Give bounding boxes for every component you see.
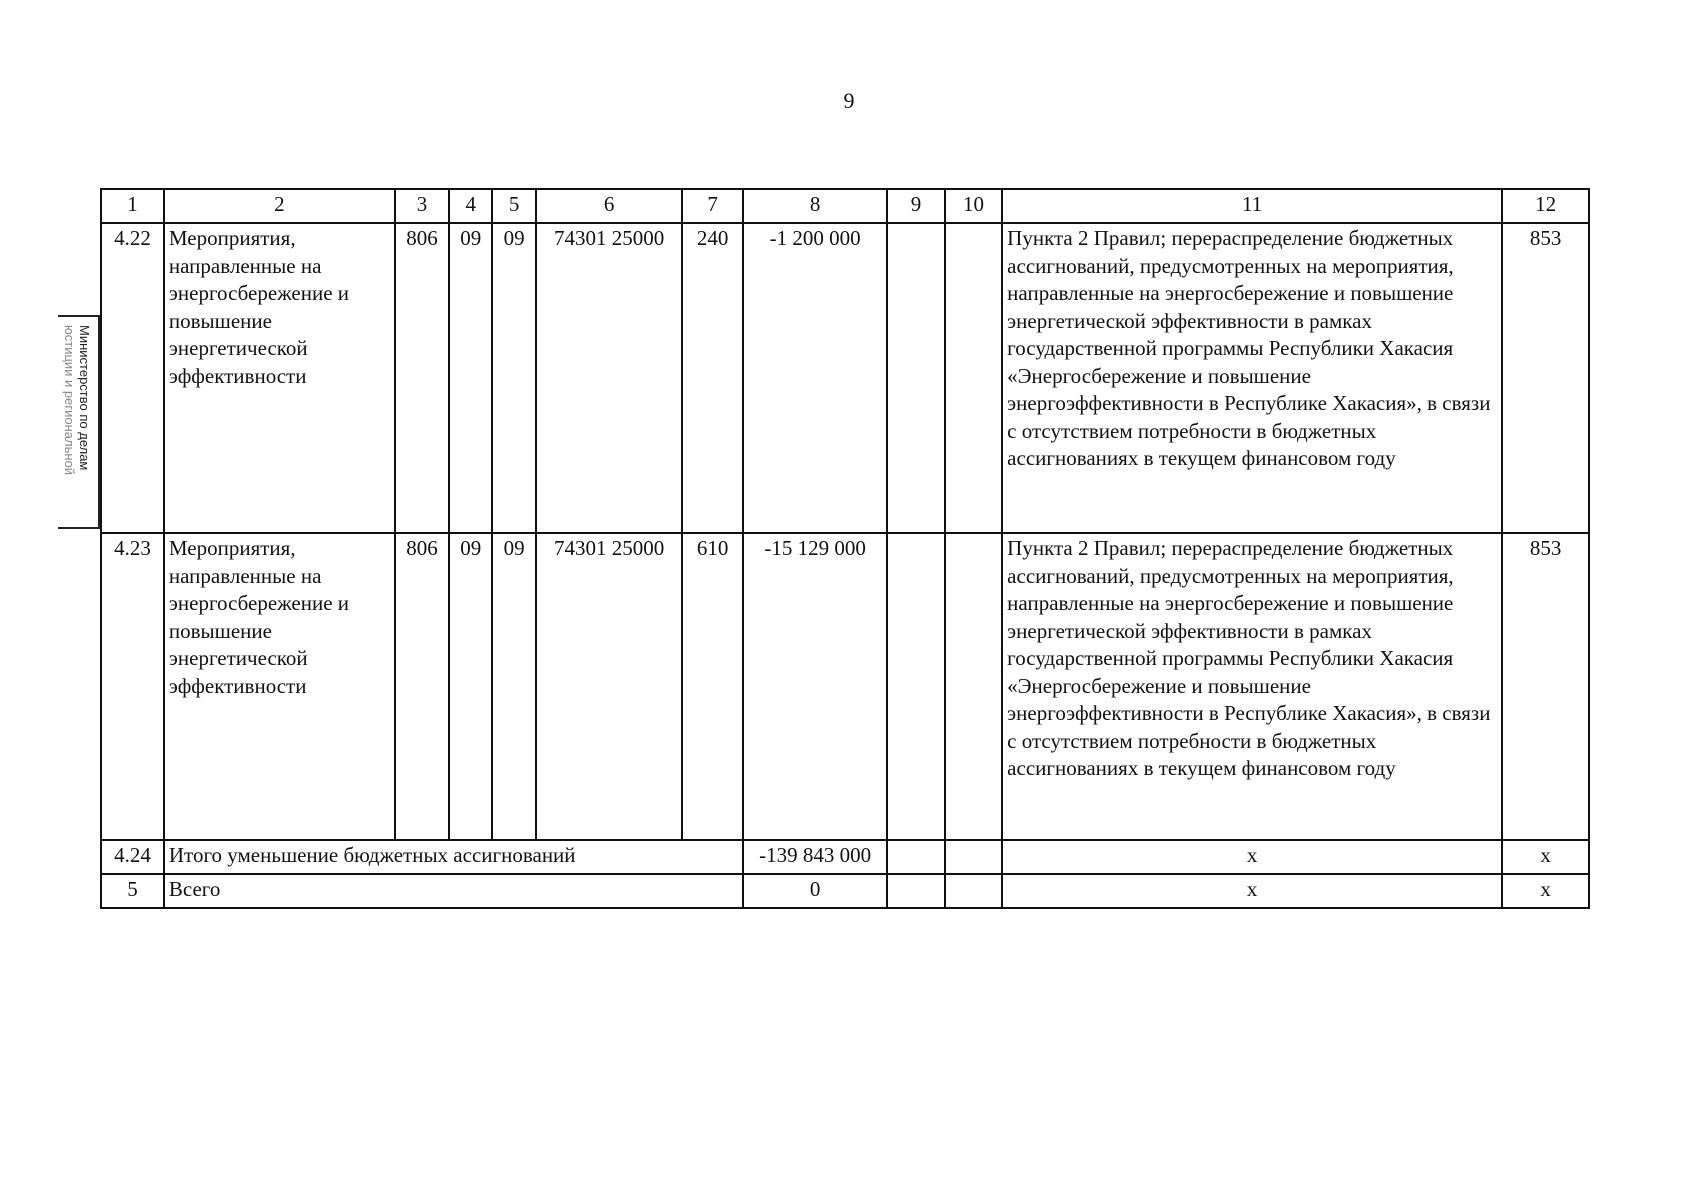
stamp-text <box>62 325 92 519</box>
cell-col7: 240 <box>682 223 743 533</box>
header-cell: 12 <box>1502 189 1589 223</box>
cell-col10 <box>945 533 1002 840</box>
cell-col9 <box>887 223 944 533</box>
budget-table <box>100 188 1590 909</box>
header-cell: 10 <box>945 189 1002 223</box>
header-cell: 8 <box>743 189 887 223</box>
header-cell: 7 <box>682 189 743 223</box>
cell-col9 <box>887 533 944 840</box>
cell-amount: -15 129 000 <box>743 533 887 840</box>
cell-col6: 74301 25000 <box>536 223 682 533</box>
cell-col9 <box>887 874 944 908</box>
summary-label: Всего <box>164 874 743 908</box>
cell-col3: 806 <box>395 223 449 533</box>
header-cell: 2 <box>164 189 395 223</box>
cell-col10 <box>945 874 1002 908</box>
cell-basis: х <box>1002 840 1502 874</box>
stamp-line-1: Министерство по делам <box>77 325 92 471</box>
cell-col4: 09 <box>449 533 492 840</box>
header-cell: 3 <box>395 189 449 223</box>
table-header-row <box>101 189 1589 223</box>
cell-amount: 0 <box>743 874 887 908</box>
table-row <box>101 533 1589 840</box>
cell-col4: 09 <box>449 223 492 533</box>
cell-col6: 74301 25000 <box>536 533 682 840</box>
page-number: 9 <box>843 88 855 113</box>
cell-col12: 853 <box>1502 533 1589 840</box>
row-number: 4.24 <box>101 840 164 874</box>
table-total-row <box>101 874 1589 908</box>
cell-col10 <box>945 840 1002 874</box>
row-name: Мероприятия, направленные на энергосбережение и повышение энергетической эффективности <box>164 533 395 840</box>
cell-col5: 09 <box>492 223 535 533</box>
row-number: 4.23 <box>101 533 164 840</box>
registration-stamp <box>58 315 100 529</box>
summary-label: Итого уменьшение бюджетных ассигнований <box>164 840 743 874</box>
cell-amount: -139 843 000 <box>743 840 887 874</box>
cell-amount: -1 200 000 <box>743 223 887 533</box>
cell-col12: 853 <box>1502 223 1589 533</box>
header-cell: 6 <box>536 189 682 223</box>
header-cell: 9 <box>887 189 944 223</box>
cell-col9 <box>887 840 944 874</box>
cell-col5: 09 <box>492 533 535 840</box>
row-number: 4.22 <box>101 223 164 533</box>
cell-basis: Пункта 2 Правил; перераспределение бюджетных ассигнований, предусмотренных на мероприятия, направленные на энергосбережение и повышение энергетической эффективности в рамках государственной программы Республики Хакасия «Энергосбережение и повышение энергоэффективности в Республике Хакасия», в связи с отсутствием потребности в бюджетных ассигнованиях в текущем финансовом году <box>1002 533 1502 840</box>
header-cell: 4 <box>449 189 492 223</box>
table-row <box>101 223 1589 533</box>
table-summary-row <box>101 840 1589 874</box>
cell-col7: 610 <box>682 533 743 840</box>
header-cell: 11 <box>1002 189 1502 223</box>
row-name: Мероприятия, направленные на энергосбережение и повышение энергетической эффективности <box>164 223 395 533</box>
stamp-line-2: юстиции и региональной <box>62 325 77 476</box>
cell-basis: х <box>1002 874 1502 908</box>
cell-col12: х <box>1502 840 1589 874</box>
cell-col10 <box>945 223 1002 533</box>
cell-basis: Пункта 2 Правил; перераспределение бюджетных ассигнований, предусмотренных на мероприятия, направленные на энергосбережение и повышение энергетической эффективности в рамках государственной программы Республики Хакасия «Энергосбережение и повышение энергоэффективности в Республике Хакасия», в связи с отсутствием потребности в бюджетных ассигнованиях в текущем финансовом году <box>1002 223 1502 533</box>
header-cell: 1 <box>101 189 164 223</box>
header-cell: 5 <box>492 189 535 223</box>
row-number: 5 <box>101 874 164 908</box>
cell-col12: х <box>1502 874 1589 908</box>
cell-col3: 806 <box>395 533 449 840</box>
